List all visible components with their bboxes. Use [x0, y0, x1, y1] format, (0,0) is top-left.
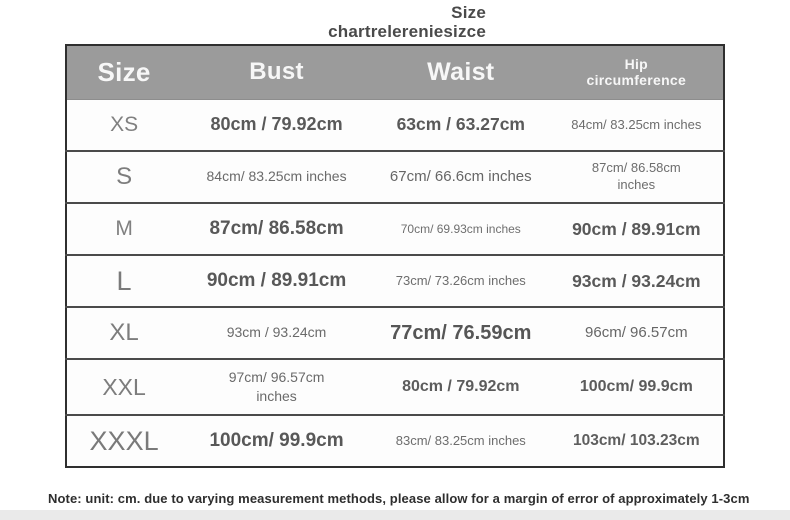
measurement-value: 67cm/ 66.6cm inches [389, 168, 532, 186]
size-label-cell [66, 415, 181, 467]
page-title-line2: chartrelereniesizce [328, 22, 486, 42]
measurement-cell [372, 255, 550, 307]
measurement-value: 100cm/ 99.9cm [579, 378, 693, 396]
table-header [66, 45, 724, 99]
measurement-value: 77cm/ 76.59cm [390, 321, 532, 344]
size-label-cell [66, 255, 181, 307]
measurement-cell [181, 151, 372, 203]
measurement-value: 97cm/ 96.57cm inches [228, 369, 325, 404]
size-label: XXXL [89, 425, 159, 456]
measurement-value: 70cm/ 69.93cm inches [400, 222, 521, 237]
header-hip-circumference: Hip circumference [586, 56, 687, 89]
page-title-line1: Size [451, 3, 486, 22]
measurement-cell [550, 203, 724, 255]
table-row [66, 203, 724, 255]
measurement-value: 84cm/ 83.25cm inches [206, 168, 347, 185]
table-row [66, 151, 724, 203]
size-label: XS [110, 112, 139, 136]
measurement-value: 93cm / 93.24cm [572, 270, 701, 291]
measurement-value: 83cm/ 83.25cm inches [395, 433, 526, 449]
table-row [66, 307, 724, 359]
measurement-value: 87cm/ 86.58cm inches [591, 160, 681, 192]
measurement-cell [181, 415, 372, 467]
measurement-value: 90cm / 89.91cm [572, 218, 701, 239]
measurement-value: 80cm / 79.92cm [402, 378, 520, 396]
measurement-cell [550, 255, 724, 307]
measurement-value: 100cm/ 99.9cm [209, 430, 344, 452]
measurement-cell [181, 307, 372, 359]
measurement-cell [181, 255, 372, 307]
table-body [66, 99, 724, 467]
header-size: Size [97, 56, 151, 87]
header-bust: Bust [249, 58, 304, 86]
bottom-strip [0, 510, 790, 520]
size-label-cell [66, 359, 181, 415]
size-label: XL [109, 319, 139, 347]
measurement-value: 63cm / 63.27cm [396, 114, 525, 135]
table-row [66, 255, 724, 307]
size-label: L [116, 265, 132, 296]
measurement-value: 84cm/ 83.25cm inches [571, 116, 702, 132]
measurement-cell [181, 99, 372, 151]
note-text: Note: unit: cm. due to varying measurement methods, please allow for a margin of error of approximately 1-3cm [48, 491, 750, 507]
measurement-cell [550, 151, 724, 203]
page-title [0, 0, 486, 41]
measurement-value: 103cm/ 103.23cm [572, 432, 700, 450]
measurement-cell [550, 99, 724, 151]
header-waist: Waist [427, 57, 495, 86]
table-row [66, 359, 724, 415]
size-label-cell [66, 203, 181, 255]
size-label: S [116, 163, 133, 191]
table-row [66, 99, 724, 151]
measurement-cell [550, 307, 724, 359]
measurement-cell [372, 307, 550, 359]
measurement-cell [372, 415, 550, 467]
measurement-cell [372, 359, 550, 415]
measurement-value: 96cm/ 96.57cm [585, 324, 688, 342]
measurement-value: 87cm/ 86.58cm [209, 218, 344, 240]
measurement-cell [372, 203, 550, 255]
size-label-cell [66, 307, 181, 359]
measurement-cell [550, 415, 724, 467]
measurement-value: 90cm / 89.91cm [206, 270, 347, 292]
size-label-cell [66, 99, 181, 151]
table-row [66, 415, 724, 467]
table-header-row [66, 45, 724, 99]
measurement-cell [372, 99, 550, 151]
size-label: XXL [102, 373, 146, 400]
measurement-value: 93cm / 93.24cm [226, 324, 327, 341]
size-label: M [115, 217, 133, 241]
measurement-cell [372, 151, 550, 203]
measurement-cell [181, 203, 372, 255]
measurement-value: 73cm/ 73.26cm inches [395, 273, 526, 289]
size-label-cell [66, 151, 181, 203]
measurement-cell [181, 359, 372, 415]
size-chart-table [65, 44, 725, 468]
measurement-cell [550, 359, 724, 415]
measurement-value: 80cm / 79.92cm [210, 114, 343, 135]
